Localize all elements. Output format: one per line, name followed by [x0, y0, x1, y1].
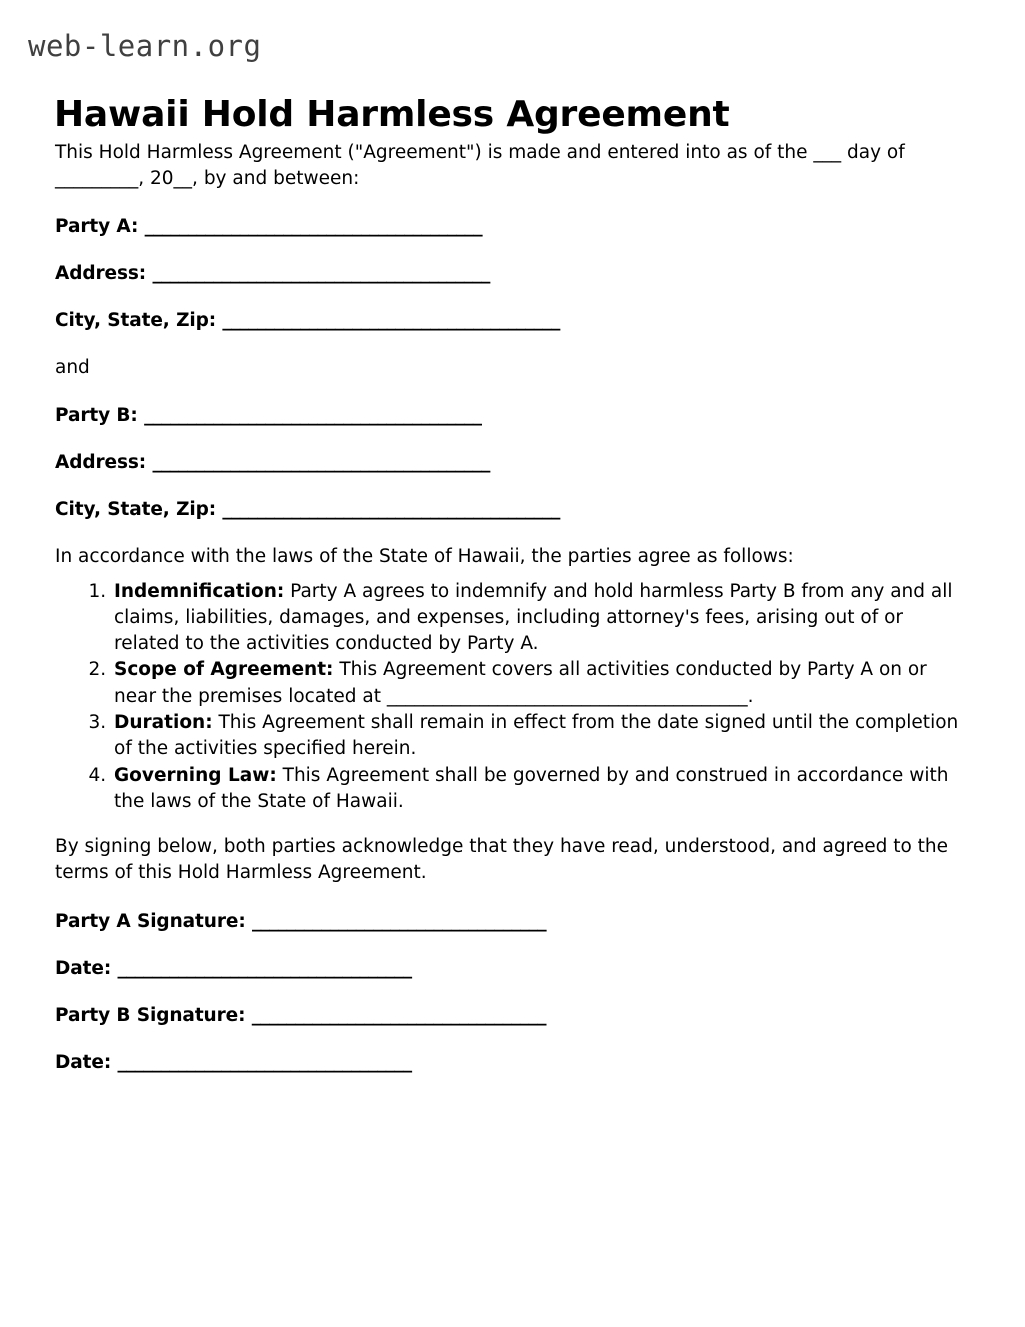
party-b-signature-label: Party B Signature:	[55, 1005, 246, 1027]
party-a-signature-line[interactable]: __________________________________	[251, 910, 547, 932]
date-a-line[interactable]: __________________________________	[117, 957, 412, 979]
term-text: This Agreement shall be governed by and construed in accordance with the laws of the State of Hawaii.	[114, 764, 949, 812]
field-address-b	[55, 450, 960, 476]
document-body	[55, 140, 960, 1098]
address-a-label: Address:	[55, 262, 147, 284]
city-a-label: City, State, Zip:	[55, 310, 217, 332]
date-b-label: Date:	[55, 1052, 112, 1074]
accordance-paragraph: In accordance with the laws of the State of Hawaii, the parties agree as follows:	[55, 546, 794, 568]
field-city-state-zip-a	[55, 308, 960, 334]
field-party-b	[55, 403, 960, 429]
party-a-fill-line[interactable]: _______________________________________	[144, 215, 482, 237]
party-b-signature-line[interactable]: __________________________________	[251, 1005, 546, 1027]
city-a-fill-line[interactable]: _______________________________________	[222, 310, 560, 332]
term-text: This Agreement covers all activities conducted by Party A on or near the premises located at _______________________________________.	[114, 659, 927, 707]
term-heading: Indemnification:	[114, 580, 285, 602]
term-heading: Scope of Agreement:	[114, 659, 334, 681]
intro-paragraph: This Hold Harmless Agreement ("Agreement") is made and entered into as of the ___ day of _________, 20__, by and between:	[55, 142, 905, 190]
field-date-b	[55, 1050, 960, 1076]
term-heading: Duration:	[114, 711, 213, 733]
field-party-a	[55, 214, 960, 240]
term-text: This Agreement shall remain in effect from the date signed until the completion of the activities specified herein.	[114, 711, 959, 760]
field-city-state-zip-b	[55, 497, 960, 523]
date-b-line[interactable]: __________________________________	[117, 1052, 412, 1074]
field-date-a	[55, 956, 960, 982]
signature-block	[55, 909, 960, 1077]
list-item	[112, 763, 960, 816]
closing-paragraph: By signing below, both parties acknowledge that they have read, understood, and agreed to the terms of this Hold Harmless Agreement.	[55, 836, 949, 884]
field-address-a	[55, 261, 960, 287]
site-logo: web-learn.org	[28, 29, 262, 63]
list-item	[112, 657, 960, 710]
party-a-signature-label: Party A Signature:	[55, 910, 246, 932]
field-party-a-signature	[55, 909, 960, 935]
address-b-label: Address:	[55, 451, 147, 473]
city-b-fill-line[interactable]: _______________________________________	[222, 499, 560, 521]
page-title: Hawaii Hold Harmless Agreement	[54, 94, 730, 136]
city-b-label: City, State, Zip:	[55, 499, 217, 521]
field-party-b-signature	[55, 1003, 960, 1029]
address-b-fill-line[interactable]: _______________________________________	[152, 451, 490, 473]
party-b-fill-line[interactable]: _______________________________________	[144, 404, 482, 426]
list-item	[112, 579, 960, 658]
date-a-label: Date:	[55, 957, 112, 979]
term-text: Party A agrees to indemnify and hold harmless Party B from any and all claims, liabilities, damages, and expenses, including attorney's fees, arising out of or related to the activities conducted by Party A.	[114, 580, 953, 655]
terms-list	[55, 579, 960, 815]
party-a-label: Party A:	[55, 215, 139, 237]
address-a-fill-line[interactable]: _______________________________________	[152, 262, 490, 284]
party-b-label: Party B:	[55, 404, 138, 426]
list-item	[112, 710, 960, 763]
conjunction-and: and	[55, 357, 90, 379]
term-heading: Governing Law:	[114, 764, 277, 786]
